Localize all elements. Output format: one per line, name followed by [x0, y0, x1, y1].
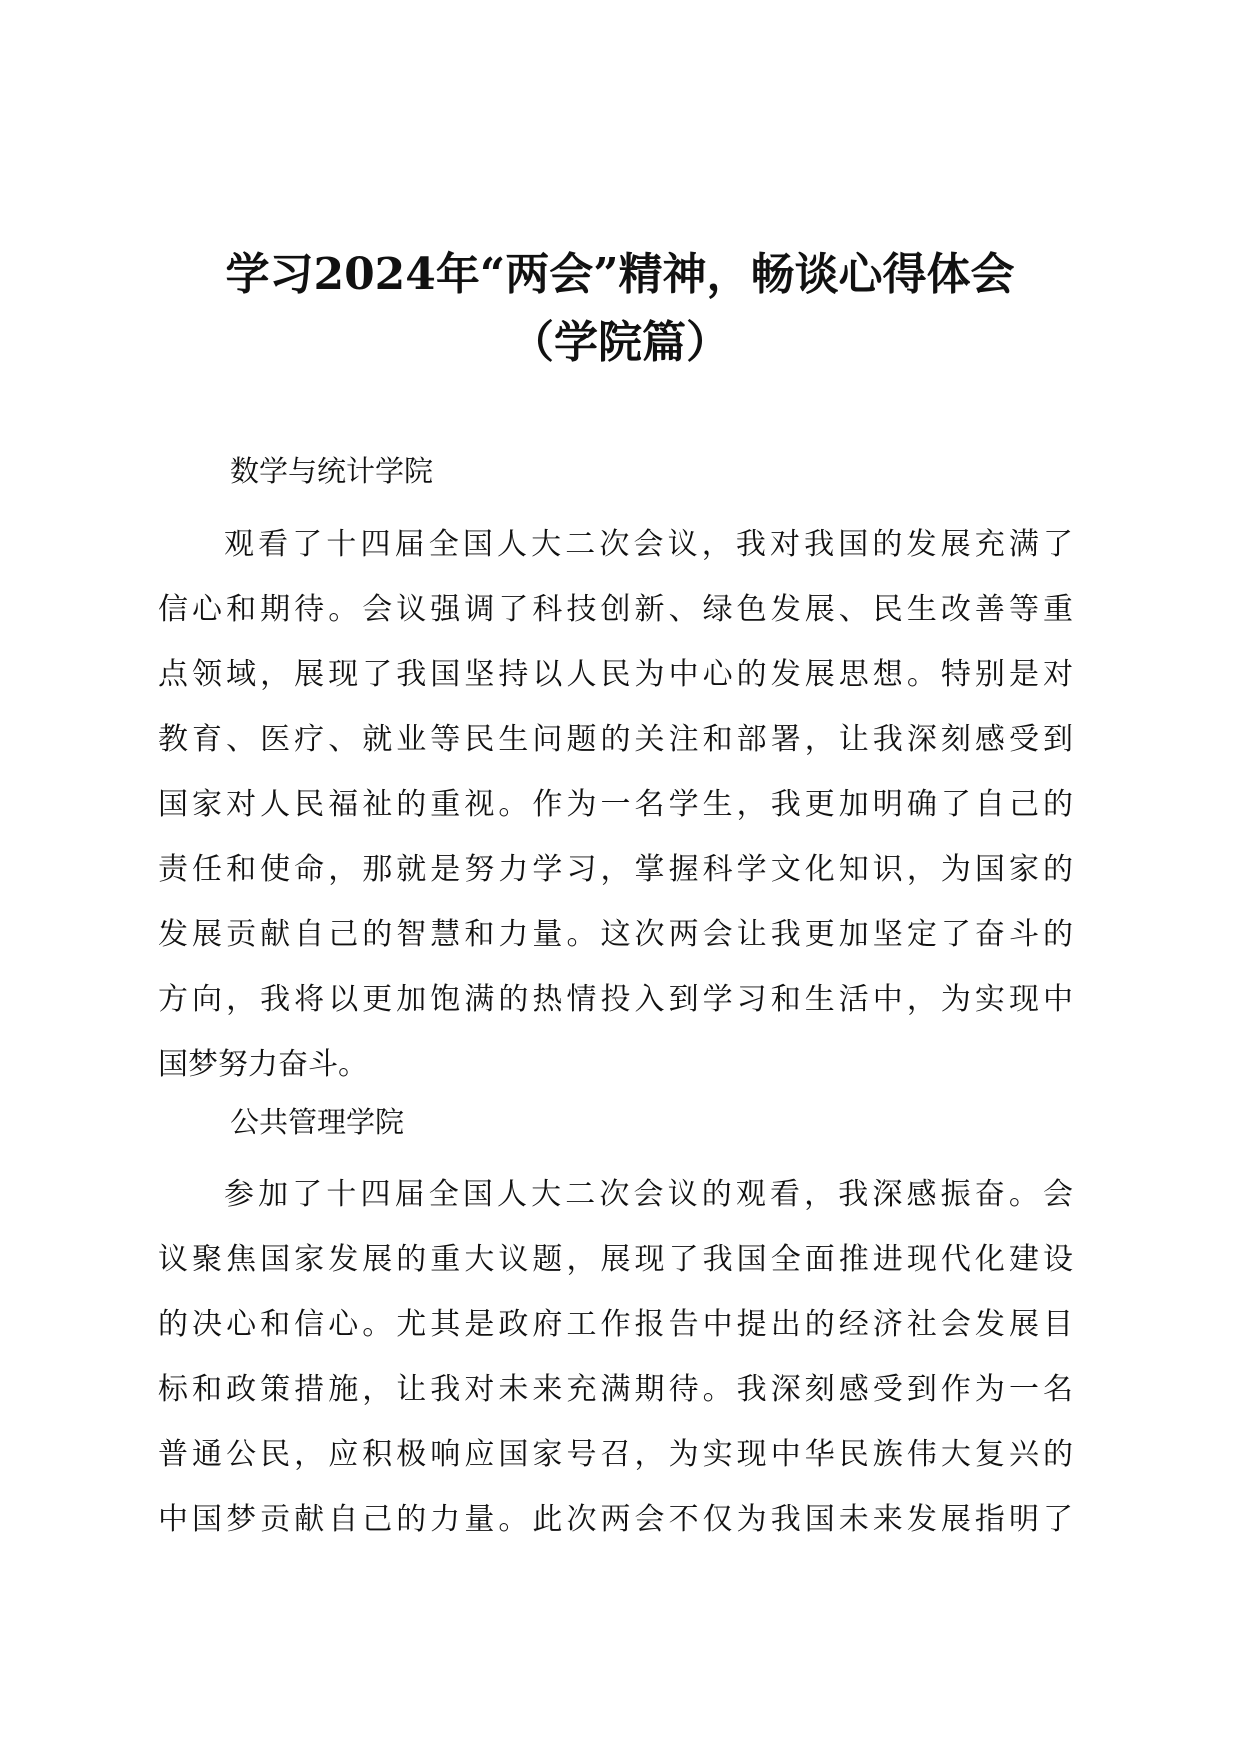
paragraph-line: 议聚焦国家发展的重大议题，展现了我国全面推进现代化建设 [158, 1242, 1073, 1277]
section-paragraph-public-administration [158, 1162, 1073, 1552]
paragraph-line: 参加了十四届全国人大二次会议的观看，我深感振奋。会 [224, 1177, 1073, 1212]
paragraph-line: 责任和使命，那就是努力学习，掌握科学文化知识，为国家的 [158, 852, 1073, 887]
section-heading-public-administration: 公共管理学院 [230, 1105, 405, 1139]
document-title: 学习2024年“两会”精神，畅谈心得体会 [225, 249, 1015, 300]
paragraph-line: 发展贡献自己的智慧和力量。这次两会让我更加坚定了奋斗的 [158, 917, 1073, 952]
section-paragraph-math-statistics [158, 512, 1073, 1097]
paragraph-line: 标和政策措施，让我对未来充满期待。我深刻感受到作为一名 [158, 1372, 1073, 1407]
section-heading-math-statistics: 数学与统计学院 [230, 454, 434, 488]
paragraph-line: 观看了十四届全国人大二次会议，我对我国的发展充满了 [224, 527, 1073, 562]
paragraph-line: 方向，我将以更加饱满的热情投入到学习和生活中，为实现中 [158, 982, 1073, 1017]
paragraph-line: 中国梦贡献自己的力量。此次两会不仅为我国未来发展指明了 [158, 1502, 1073, 1537]
document-subtitle: （学院篇） [510, 317, 730, 368]
paragraph-line: 教育、医疗、就业等民生问题的关注和部署，让我深刻感受到 [158, 722, 1073, 757]
paragraph-line: 普通公民，应积极响应国家号召，为实现中华民族伟大复兴的 [158, 1437, 1073, 1472]
paragraph-line: 点领域，展现了我国坚持以人民为中心的发展思想。特别是对 [158, 657, 1073, 692]
paragraph-line: 的决心和信心。尤其是政府工作报告中提出的经济社会发展目 [158, 1307, 1073, 1342]
paragraph-line: 国梦努力奋斗。 [158, 1047, 368, 1082]
paragraph-line: 信心和期待。会议强调了科技创新、绿色发展、民生改善等重 [158, 592, 1073, 627]
paragraph-line: 国家对人民福祉的重视。作为一名学生，我更加明确了自己的 [158, 787, 1073, 822]
